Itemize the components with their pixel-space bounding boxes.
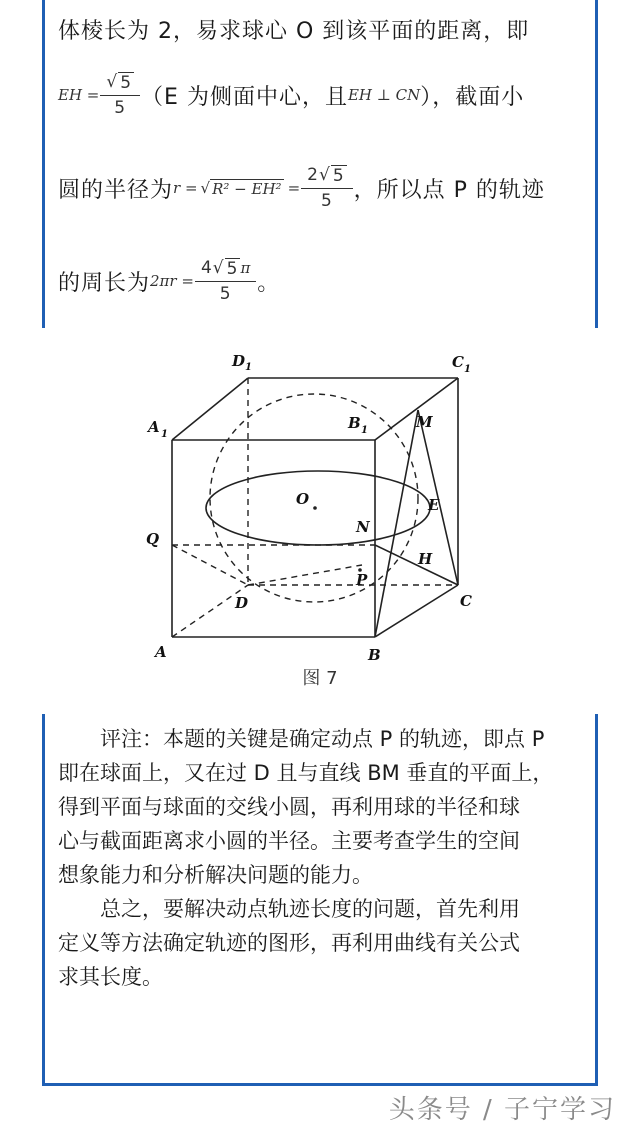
label-b: B — [368, 646, 381, 664]
comment-line: 想象能力和分析解决问题的能力。 — [58, 863, 373, 887]
label-p: P — [356, 571, 368, 589]
solution-line-4 — [58, 258, 280, 304]
perimeter-equation: 2πr = — [150, 272, 194, 290]
perimeter-num-pi: π — [240, 259, 251, 277]
perimeter-denominator: 5 — [195, 281, 256, 304]
comment-paragraph — [58, 722, 588, 994]
edge-a1d1 — [172, 378, 248, 440]
line-4-text: 的周长为 — [58, 270, 151, 296]
radius-num-rad: 5 — [332, 166, 345, 186]
line-2-text-end: ），截面小 — [420, 84, 525, 110]
label-m: M — [416, 413, 433, 431]
eh-numerator: 5 — [120, 73, 133, 93]
watermark: 头条号 / 子宁学习 — [388, 1095, 616, 1125]
eh-fraction: √ 5 5 — [103, 72, 137, 118]
comment-line: 即在球面上，又在过 D 且与直线 BM 垂直的平面上， — [58, 761, 554, 785]
perimeter-num-coef: 4 — [200, 258, 213, 278]
label-h: H — [418, 550, 433, 568]
center-point — [313, 506, 317, 510]
comment-line: 定义等方法确定轨迹的图形，再利用曲线有关公式 — [58, 931, 520, 955]
radius-fraction: 2√ 5 5 — [304, 165, 350, 211]
figure-caption: 图 7 — [302, 668, 338, 689]
label-q: Q — [146, 530, 160, 548]
cube-sphere-figure — [0, 330, 640, 670]
radius-equation: r = — [173, 179, 198, 197]
label-a: A — [155, 643, 167, 661]
solution-line-3: 圆的半径为 r = √ R² − EH² = 2√ 5 5 ，所以点 P 的轨迹 — [58, 165, 545, 211]
solution-line-2 — [58, 72, 524, 118]
line-dp — [248, 565, 362, 585]
comment-line: 评注：本题的关键是确定动点 P 的轨迹，即点 P — [58, 727, 545, 751]
perpendicular-relation: EH ⊥ CN — [347, 86, 421, 104]
line-nc — [375, 545, 458, 585]
solution-line-1 — [58, 14, 529, 45]
perimeter-num-rad: 5 — [226, 259, 239, 279]
line-qd — [172, 545, 248, 585]
eh-equation: EH = — [58, 86, 100, 104]
label-o: O — [296, 490, 310, 508]
comment-line: 得到平面与球面的交线小圆，再利用球的半径和球 — [58, 795, 520, 819]
comment-line: 心与截面距离求小圆的半径。主要考查学生的空间 — [58, 829, 520, 853]
line-4-text-end: 。 — [257, 270, 281, 296]
perimeter-fraction: 4√ 5 π 5 — [198, 258, 253, 304]
line-3-text: 圆的半径为 — [58, 177, 174, 203]
line-2-text: （E 为侧面中心，且 — [141, 84, 348, 110]
line-bm — [375, 410, 418, 637]
label-b1-sub: 1 — [361, 425, 368, 436]
label-d1: D — [232, 352, 246, 370]
intersection-circle — [206, 471, 430, 545]
label-a1-sub: 1 — [161, 429, 168, 440]
label-d1-sub: 1 — [245, 362, 252, 373]
line-1-text: 体棱长为 2，易求球心 O 到该平面的距离，即 — [58, 19, 530, 44]
label-b1: B — [348, 414, 361, 432]
line-3-text-end: ，所以点 P 的轨迹 — [353, 177, 545, 203]
label-n: N — [356, 518, 370, 536]
label-e: E — [428, 496, 440, 514]
comment-line: 求其长度。 — [58, 965, 163, 989]
label-d: D — [235, 594, 249, 612]
label-c1-sub: 1 — [464, 364, 471, 375]
eh-denominator: 5 — [100, 95, 140, 118]
radius-radicand: R² − EH² — [212, 179, 282, 198]
radius-equals: = — [287, 179, 301, 197]
edge-bc — [375, 585, 458, 637]
comment-line: 总之，要解决动点轨迹长度的问题，首先利用 — [58, 897, 520, 921]
label-c: C — [460, 592, 472, 610]
radius-denominator: 5 — [301, 188, 353, 211]
radius-num-coef: 2 — [307, 165, 319, 185]
label-a1: A — [148, 418, 160, 436]
label-c1: C — [452, 353, 464, 371]
